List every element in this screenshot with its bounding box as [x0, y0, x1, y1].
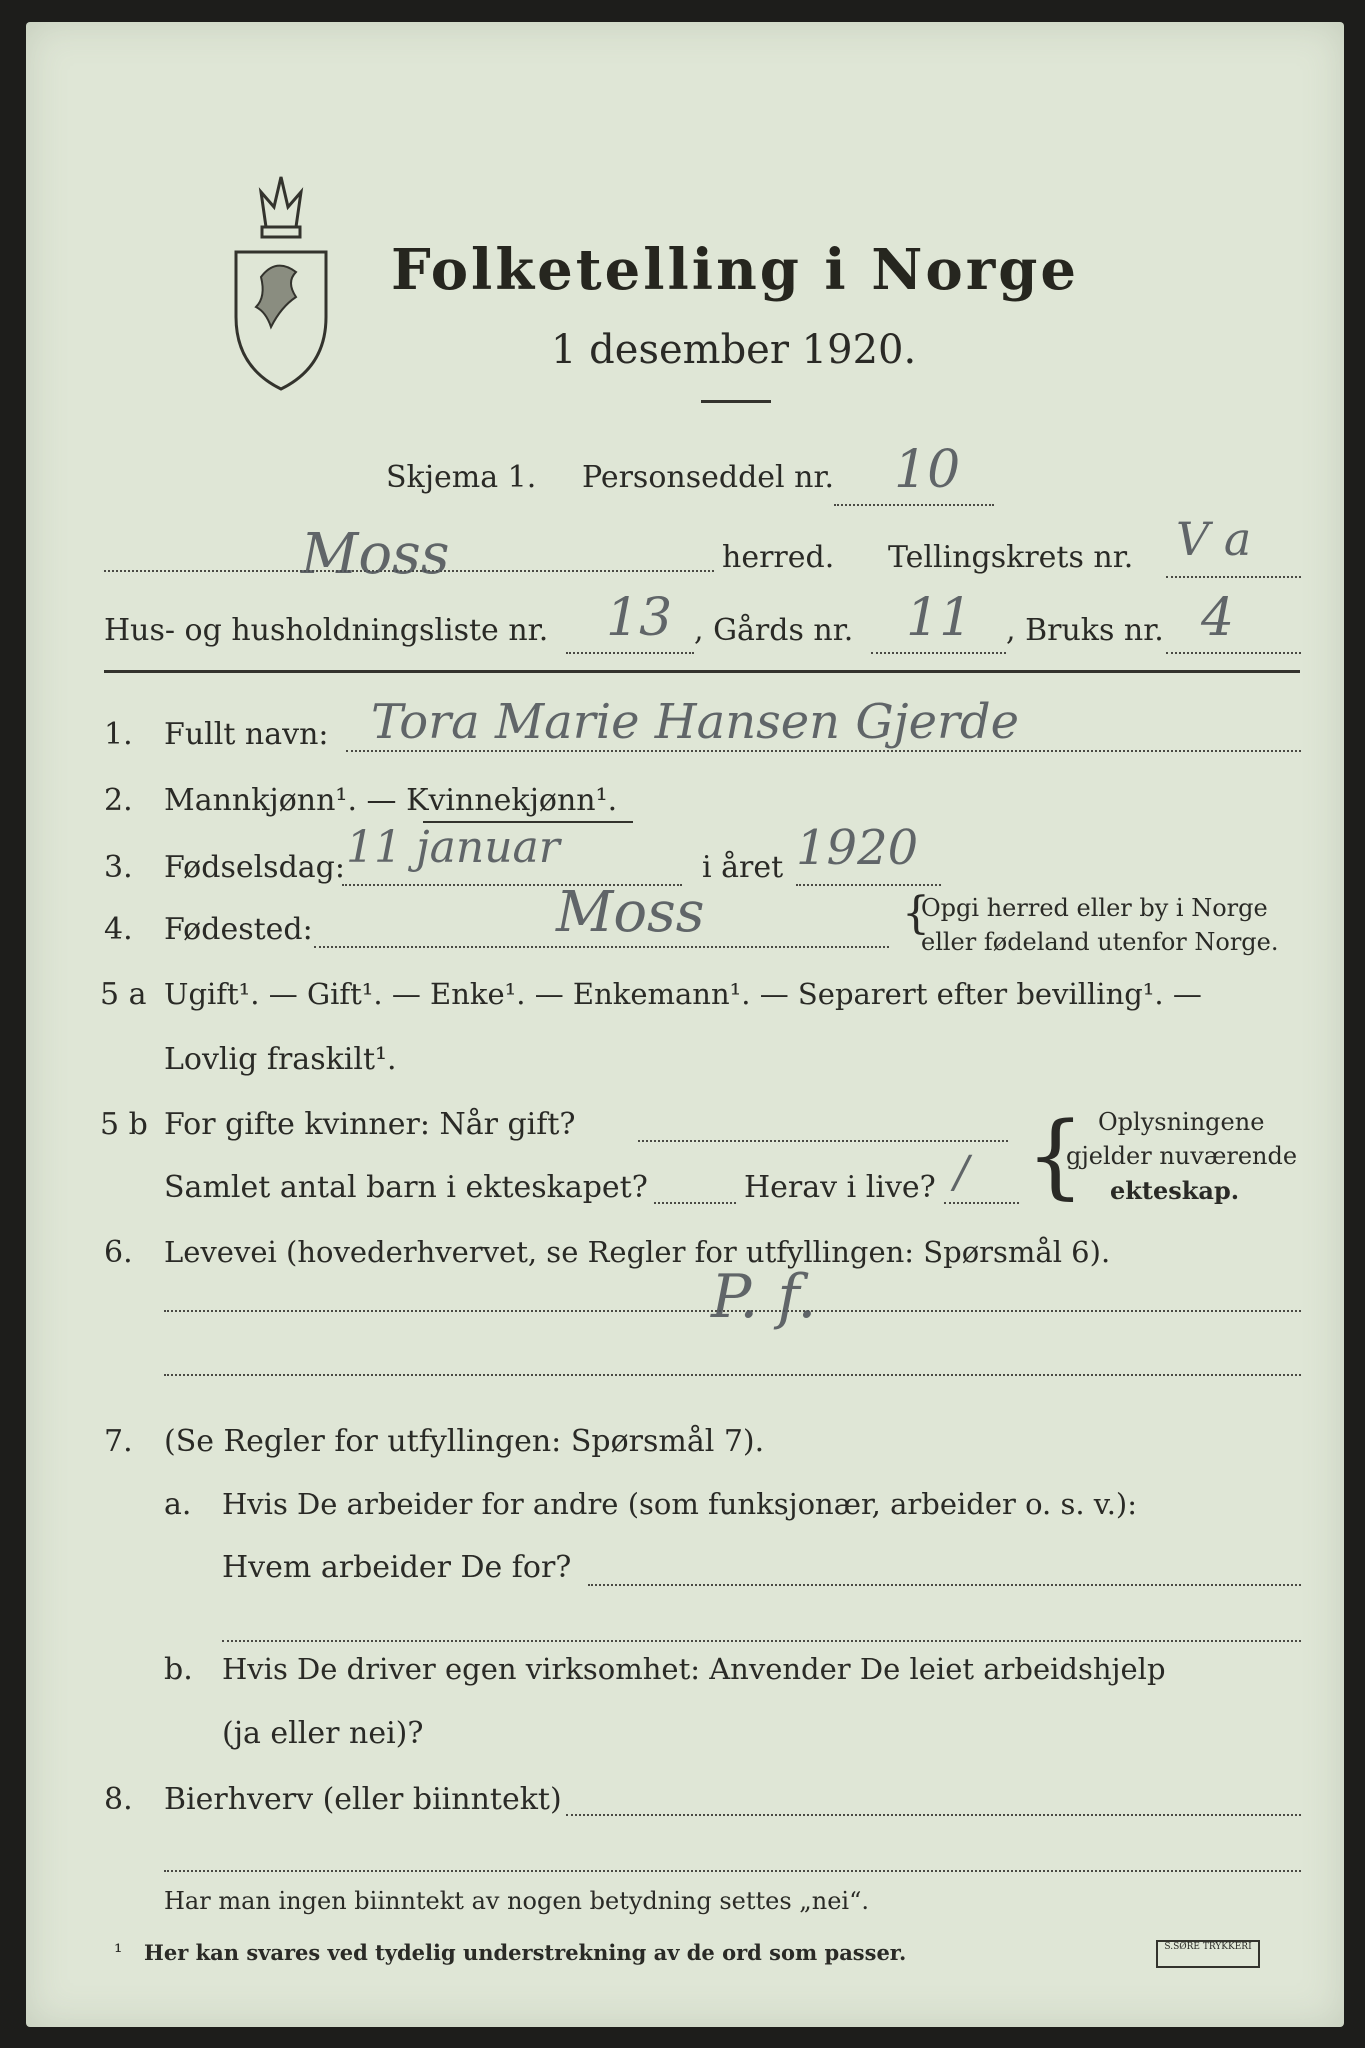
- skjema-label: Skjema 1.: [386, 460, 537, 495]
- q7a-label: Hvis De arbeider for andre (som funksjonær, arbeider o. s. v.):: [222, 1487, 1138, 1521]
- q6-number: 6.: [104, 1235, 133, 1270]
- q2-number: 2.: [104, 783, 133, 818]
- gards-field-line: [871, 652, 1006, 654]
- q6-field-line-2: [164, 1374, 1301, 1376]
- form-title: Folketelling i Norge: [391, 237, 1080, 303]
- q5b-married-field-line: [638, 1140, 1008, 1142]
- personseddel-label: Personseddel nr.: [582, 460, 835, 495]
- tellingskrets-field-line: [1166, 576, 1301, 578]
- q3-number: 3.: [104, 850, 133, 885]
- q4-note-line-1: Opgi herred eller by i Norge: [921, 894, 1268, 922]
- q8-number: 8.: [104, 1782, 133, 1817]
- q5a-number: 5 a: [100, 977, 147, 1012]
- bruks-field-line: [1166, 652, 1301, 654]
- q3-year-value: 1920: [796, 820, 919, 876]
- q4-number: 4.: [104, 912, 133, 947]
- q3-value: 11 januar: [346, 822, 560, 873]
- q6-value: P. f.: [711, 1262, 817, 1332]
- q5b-herav-field-line: [944, 1202, 1019, 1204]
- personseddel-field-line: [834, 504, 994, 506]
- q5a-label-2: Lovlig fraskilt¹.: [164, 1042, 397, 1077]
- gards-value: 11: [906, 588, 973, 648]
- hus-label: Hus- og husholdningsliste nr.: [104, 613, 549, 648]
- q2-label: Mannkjønn¹. — Kvinnekjønn¹.: [164, 783, 618, 818]
- footnote-text: Her kan svares ved tydelig understrekning av de ord som passer.: [144, 1940, 907, 1965]
- q7-number: 7.: [104, 1424, 133, 1459]
- q4-note-bracket: {: [902, 888, 930, 939]
- census-form-sheet: [26, 22, 1344, 2027]
- q4-label: Fødested:: [164, 912, 313, 947]
- printer-stamp: S.SØRE TRYKKERI: [1156, 1940, 1260, 1968]
- personseddel-value: 10: [894, 440, 961, 500]
- title-divider: [701, 400, 771, 403]
- q4-value: Moss: [556, 880, 705, 945]
- bruks-label: , Bruks nr.: [1006, 613, 1164, 648]
- q5a-label: Ugift¹. — Gift¹. — Enke¹. — Enkemann¹. — Separert efter bevilling¹. —: [164, 977, 1202, 1011]
- hus-value: 13: [606, 588, 673, 648]
- q1-number: 1.: [104, 717, 133, 752]
- q3-label: Fødselsdag:: [164, 850, 345, 885]
- q7-label: (Se Regler for utfyllingen: Spørsmål 7).: [164, 1424, 765, 1459]
- q3-year-field-line: [796, 884, 941, 886]
- tellingskrets-value: V a: [1176, 512, 1252, 566]
- q8-field-line-1: [566, 1814, 1301, 1816]
- q1-field-line: [346, 750, 1301, 752]
- q1-label: Fullt navn:: [164, 717, 329, 752]
- q1-value: Tora Marie Hansen Gjerde: [371, 694, 1020, 750]
- q7a-label-2: Hvem arbeider De for?: [222, 1550, 572, 1585]
- q7b-letter: b.: [164, 1652, 193, 1687]
- q5b-note-bracket: {: [1026, 1102, 1085, 1209]
- q4-field-line: [314, 946, 889, 948]
- q5b-herav-value: /: [954, 1147, 969, 1198]
- census-date: 1 desember 1920.: [551, 327, 917, 373]
- herred-label: herred.: [722, 540, 835, 575]
- q5b-number: 5 b: [100, 1107, 148, 1142]
- q5b-note-line-3: ekteskap.: [1110, 1176, 1240, 1205]
- q5b-herav-label: Herav i live?: [744, 1170, 936, 1205]
- q7b-label: Hvis De driver egen virksomhet: Anvender De leiet arbeidshjelp: [222, 1652, 1166, 1686]
- q7a-letter: a.: [164, 1487, 192, 1522]
- q5b-note-line-2: gjelder nuværende: [1066, 1142, 1298, 1170]
- q8-note: Har man ingen biinntekt av nogen betydning settes „nei“.: [164, 1887, 869, 1915]
- q5b-label-2: Samlet antal barn i ekteskapet?: [164, 1170, 648, 1205]
- q7b-label-2: (ja eller nei)?: [222, 1716, 424, 1751]
- coat-of-arms-icon: [226, 167, 336, 392]
- herred-value: Moss: [301, 522, 450, 587]
- hus-field-line: [566, 652, 694, 654]
- q8-label: Bierhverv (eller biinntekt): [164, 1782, 562, 1817]
- footnote-mark: ¹: [114, 1940, 123, 1964]
- q3-year-label: i året: [702, 850, 784, 885]
- header-separator: [104, 670, 1300, 673]
- q5b-children-field-line: [654, 1202, 736, 1204]
- gards-label: , Gårds nr.: [694, 613, 854, 648]
- tellingskrets-label: Tellingskrets nr.: [888, 540, 1134, 575]
- q5b-note-line-1: Oplysningene: [1098, 1108, 1265, 1136]
- bruks-value: 4: [1201, 588, 1235, 648]
- q8-field-line-2: [164, 1870, 1301, 1872]
- q4-note-line-2: eller fødeland utenfor Norge.: [921, 928, 1279, 956]
- q5b-label: For gifte kvinner: Når gift?: [164, 1107, 576, 1142]
- q7a-field-line-1: [588, 1584, 1301, 1586]
- q7a-field-line-2: [222, 1640, 1301, 1642]
- q6-label: Levevei (hovederhvervet, se Regler for utfyllingen: Spørsmål 6).: [164, 1235, 1111, 1269]
